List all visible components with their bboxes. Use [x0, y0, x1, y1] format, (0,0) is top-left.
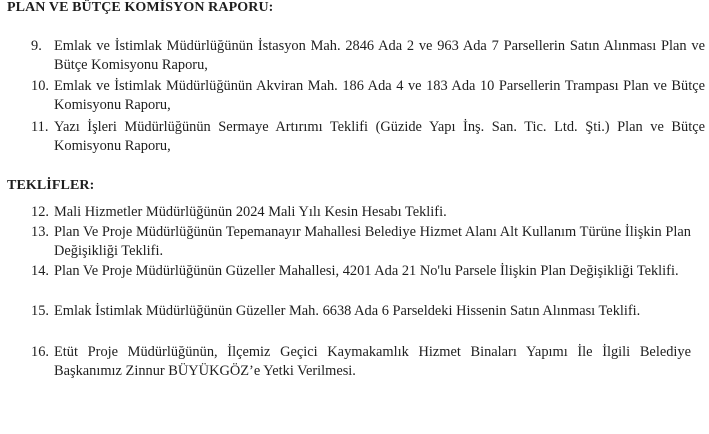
section-heading-teklifler: TEKLİFLER:	[7, 178, 95, 193]
item-number: 9.	[31, 38, 42, 54]
list-item-16	[31, 343, 691, 381]
list-item-10	[31, 77, 705, 115]
item-text: Emlak ve İstimlak Müdürlüğünün Akviran Mah. 186 Ada 4 ve 183 Ada 10 Parsellerin Trampası Plan ve Bütçe Komisyonu Raporu,	[54, 78, 705, 113]
item-number: 15.	[31, 303, 49, 319]
item-text: Plan Ve Proje Müdürlüğünün Güzeller Mahallesi, 4201 Ada 21 No'lu Parsele İlişkin Plan Değişikliği Teklifi.	[54, 263, 679, 279]
item-number: 13.	[31, 224, 49, 240]
item-number: 16.	[31, 344, 49, 360]
item-text: Plan Ve Proje Müdürlüğünün Tepemanayır Mahallesi Belediye Hizmet Alanı Alt Kullanım Türüne İlişkin Plan Değişikliği Teklifi.	[54, 224, 691, 259]
list-item-9	[31, 37, 705, 75]
item-number: 10.	[31, 78, 49, 94]
item-text: Mali Hizmetler Müdürlüğünün 2024 Mali Yılı Kesin Hesabı Teklifi.	[54, 204, 447, 220]
list-item-11	[31, 118, 705, 156]
list-item-12	[31, 203, 691, 222]
item-text: Emlak İstimlak Müdürlüğünün Güzeller Mah. 6638 Ada 6 Parseldeki Hissenin Satın Alınması Teklifi.	[54, 303, 641, 319]
item-number: 12.	[31, 204, 49, 220]
list-item-14	[31, 262, 691, 281]
item-text: Yazı İşleri Müdürlüğünün Sermaye Artırımı Teklifi (Güzide Yapı İnş. San. Tic. Ltd. Şti.) Plan ve Bütçe Komisyonu Raporu,	[54, 119, 705, 154]
list-item-13	[31, 223, 691, 261]
item-text: Emlak ve İstimlak Müdürlüğünün İstasyon Mah. 2846 Ada 2 ve 963 Ada 7 Parsellerin Satın Alınması Plan ve Bütçe Komisyonu Raporu,	[54, 38, 705, 73]
item-text: Etüt Proje Müdürlüğünün, İlçemiz Geçici Kaymakamlık Hizmet Binaları Yapımı İle İlgili Belediye Başkanımız Zinnur BÜYÜKGÖZ’e Yetki Verilmesi.	[54, 344, 691, 379]
item-number: 11.	[31, 119, 49, 135]
list-item-15	[31, 302, 691, 321]
item-number: 14.	[31, 263, 49, 279]
section-heading-plan-butce: PLAN VE BÜTÇE KOMİSYON RAPORU:	[7, 0, 274, 15]
